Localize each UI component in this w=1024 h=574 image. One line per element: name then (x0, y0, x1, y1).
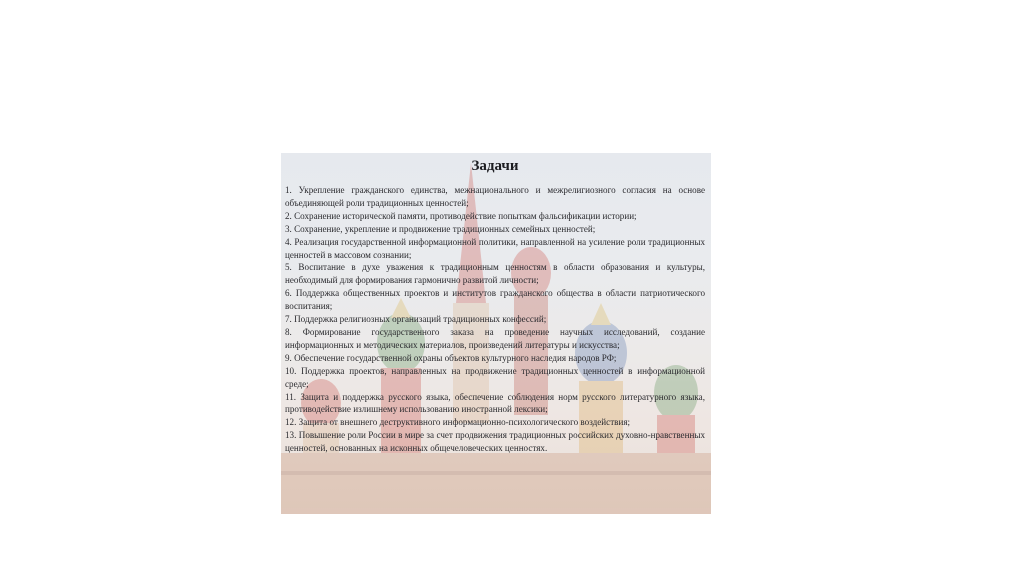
task-item-10: 10. Поддержка проектов, направленных на продвижение традиционных ценностей в информационной среде; (285, 365, 705, 389)
task-item-7: 7. Поддержка религиозных организаций традиционных конфессий; (285, 314, 547, 325)
task-item-2: 2. Сохранение исторической памяти, противодействие попыткам фальсификации истории; (285, 210, 637, 221)
slide-image (281, 153, 711, 514)
task-item-3: 3. Сохранение, укрепление и продвижение традиционных семейных ценностей; (285, 223, 596, 234)
task-item-6: 6. Поддержка общественных проектов и институтов гражданского общества в области патриотического воспитания; (285, 288, 705, 312)
task-item-11: 11. Защита и поддержка русского языка, обеспечение соблюдения норм русского литературного языка, противодействие излишнему использованию иностранной лексики; (285, 391, 705, 415)
task-item-12: 12. Защита от внешнего деструктивного информационно-психологического воздействия; (285, 417, 631, 428)
task-item-1: 1. Укрепление гражданского единства, межнационального и межрелигиозного согласия на основе объединяющей роли традиционных ценностей; (285, 185, 705, 208)
task-item-8: 8. Формирование государственного заказа на проведение научных исследований, создание информационных и методических материалов, произведений литературы и искусства; (285, 326, 705, 350)
task-item-5: 5. Воспитание в духе уважения к традиционным ценностям в области образования и культуры, необходимый для формирования гармонично развитой личности; (285, 262, 705, 286)
task-item-13: 13. Повышение роли России в мире за счет продвижения традиционных российских духовно-нравственных ценностей, основанных на исконных общечеловеческих ценностях. (285, 430, 705, 454)
task-item-9: 9. Обеспечение государственной охраны объектов культурного наследия народов РФ; (285, 352, 617, 363)
task-list (285, 184, 705, 455)
document-title: Задачи (471, 158, 519, 174)
document-body (285, 153, 705, 455)
task-item-4: 4. Реализация государственной информационной политики, направленной на усиление роли традиционных ценностей в массовом сознании; (285, 236, 705, 260)
